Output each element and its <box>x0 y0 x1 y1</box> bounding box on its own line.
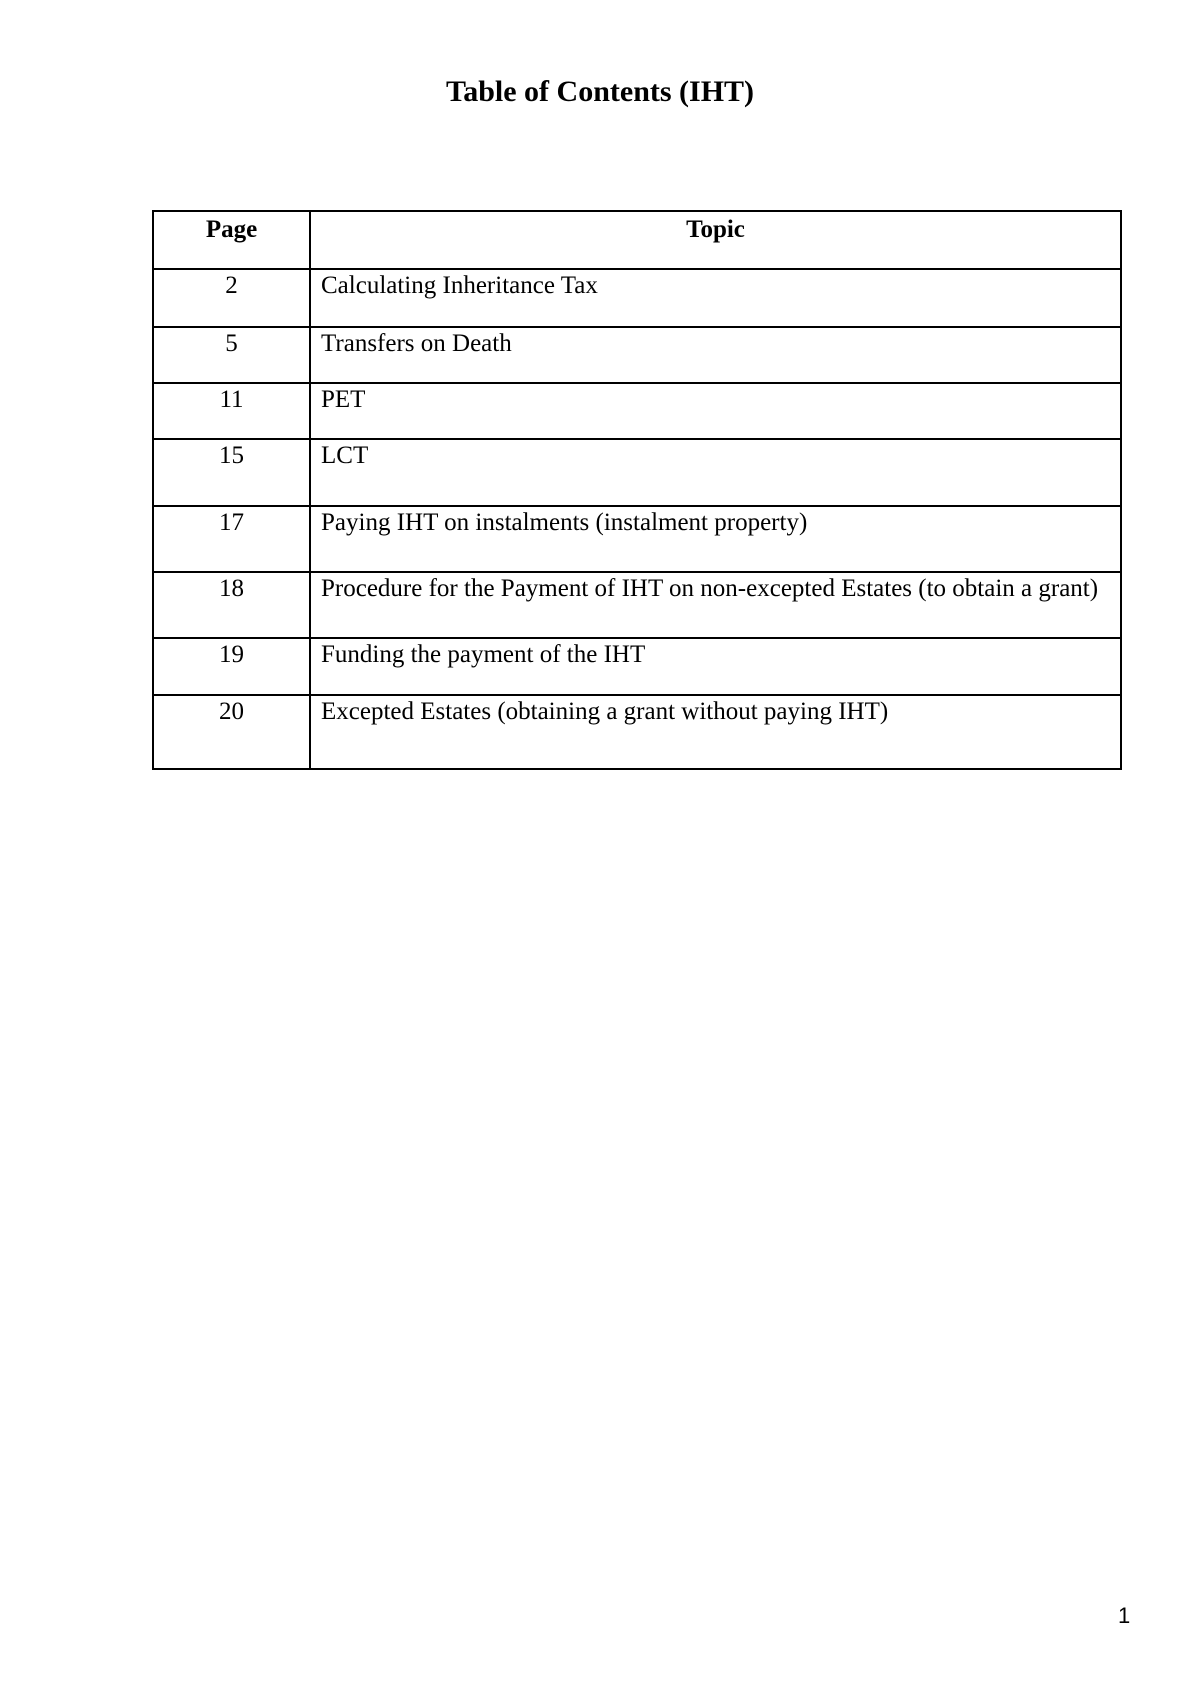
topic-cell: Excepted Estates (obtaining a grant without paying IHT) <box>310 695 1121 769</box>
page-cell: 17 <box>153 506 310 572</box>
topic-column-header: Topic <box>310 211 1121 269</box>
table-row <box>153 327 1121 383</box>
page-cell: 18 <box>153 572 310 638</box>
page-number: 1 <box>1118 1603 1131 1628</box>
table-row <box>153 695 1121 769</box>
page-column-header: Page <box>153 211 310 269</box>
table-header-row <box>153 211 1121 269</box>
page-cell: 2 <box>153 269 310 327</box>
page-cell: 11 <box>153 383 310 439</box>
table-row <box>153 572 1121 638</box>
topic-cell: PET <box>310 383 1121 439</box>
table-row <box>153 383 1121 439</box>
table-row <box>153 269 1121 327</box>
topic-cell: Procedure for the Payment of IHT on non-excepted Estates (to obtain a grant) <box>310 572 1121 638</box>
page-title: Table of Contents (IHT) <box>445 75 755 108</box>
topic-cell: Transfers on Death <box>310 327 1121 383</box>
page-cell: 19 <box>153 638 310 695</box>
toc-table <box>152 210 1122 770</box>
table-row <box>153 638 1121 695</box>
page-cell: 5 <box>153 327 310 383</box>
topic-cell: LCT <box>310 439 1121 506</box>
topic-cell: Calculating Inheritance Tax <box>310 269 1121 327</box>
page-cell: 15 <box>153 439 310 506</box>
table-row <box>153 439 1121 506</box>
page-cell: 20 <box>153 695 310 769</box>
table-row <box>153 506 1121 572</box>
topic-cell: Paying IHT on instalments (instalment property) <box>310 506 1121 572</box>
topic-cell: Funding the payment of the IHT <box>310 638 1121 695</box>
